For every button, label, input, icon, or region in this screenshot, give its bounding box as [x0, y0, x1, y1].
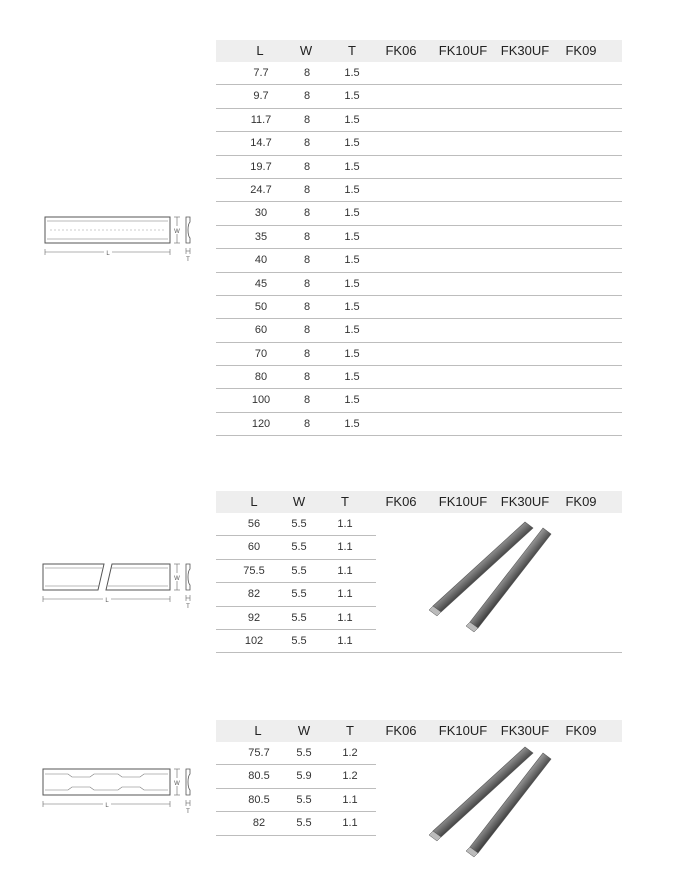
table-row	[216, 560, 376, 583]
cell-w: 5.5	[291, 564, 307, 577]
cell-t: 1.5	[344, 254, 360, 267]
table-row	[216, 389, 622, 412]
table-row	[216, 179, 622, 202]
col-header-fk06: FK06	[385, 43, 417, 58]
table-row	[216, 413, 622, 436]
thickness-label: T	[186, 809, 190, 814]
col-header-fk10uf: FK10UF	[438, 723, 488, 738]
cell-t: 1.5	[344, 183, 360, 196]
cell-t: 1.2	[342, 747, 358, 759]
cell-l: 35	[254, 230, 268, 243]
col-header-fk30uf: FK30UF	[500, 494, 550, 509]
cell-w: 8	[303, 277, 311, 290]
cell-l: 56	[247, 518, 261, 530]
table-row	[216, 249, 622, 272]
cell-t: 1.5	[344, 371, 360, 384]
col-header-fk09: FK09	[565, 494, 597, 509]
cell-t: 1.5	[344, 230, 360, 243]
blade-diagram-double	[40, 557, 200, 614]
table-row	[216, 343, 622, 366]
col-header-w: W	[299, 43, 313, 58]
cell-t: 1.1	[337, 588, 353, 601]
cell-l: 60	[247, 541, 261, 554]
cell-l: 30	[254, 207, 268, 220]
cell-w: 8	[303, 160, 311, 173]
table-row	[216, 513, 376, 536]
cell-t: 1.5	[344, 90, 360, 103]
cell-w: 5.5	[296, 793, 312, 806]
cell-w: 5.9	[296, 770, 312, 783]
table-row	[216, 109, 622, 132]
cell-l: 80	[254, 371, 268, 384]
table-row	[216, 583, 376, 606]
cell-w: 8	[303, 371, 311, 384]
cell-l: 19.7	[250, 160, 272, 173]
table-row	[216, 156, 622, 179]
col-header-l: L	[250, 494, 258, 509]
length-label: L	[105, 803, 109, 809]
cell-t: 1.1	[337, 634, 353, 647]
cell-l: 45	[254, 277, 268, 290]
table-row	[216, 536, 376, 559]
cell-l: 75.7	[248, 747, 270, 759]
col-header-t: T	[348, 43, 356, 58]
length-label: L	[105, 598, 109, 604]
cell-w: 5.5	[291, 634, 307, 647]
table-header	[216, 40, 622, 62]
cell-l: 82	[247, 588, 261, 601]
cell-t: 1.5	[344, 394, 360, 407]
cell-t: 1.5	[344, 113, 360, 126]
width-label: W	[174, 781, 180, 787]
col-header-fk30uf: FK30UF	[500, 723, 550, 738]
blade-table-1	[216, 40, 622, 436]
table-bottom-rule	[216, 652, 622, 653]
cell-l: 120	[251, 417, 271, 430]
cell-w: 8	[303, 137, 311, 150]
cell-t: 1.1	[337, 518, 353, 530]
table-header	[216, 491, 622, 513]
blade-diagram-straight	[40, 210, 200, 267]
col-header-fk30uf: FK30UF	[500, 43, 550, 58]
table-row	[216, 812, 376, 835]
table-row	[216, 607, 376, 630]
cell-w: 5.5	[291, 611, 307, 624]
col-header-fk10uf: FK10UF	[438, 494, 488, 509]
table-row	[216, 789, 376, 812]
cell-t: 1.5	[344, 324, 360, 337]
col-header-t: T	[346, 723, 354, 738]
col-header-fk09: FK09	[565, 43, 597, 58]
col-header-fk06: FK06	[385, 494, 417, 509]
table-row	[216, 85, 622, 108]
cell-t: 1.5	[344, 300, 360, 313]
cell-t: 1.1	[337, 611, 353, 624]
table-row	[216, 366, 622, 389]
blade-table-2	[216, 491, 622, 653]
cell-l: 50	[254, 300, 268, 313]
table-row	[216, 296, 622, 319]
cell-w: 5.5	[291, 588, 307, 601]
cell-w: 5.5	[296, 817, 312, 830]
cell-w: 8	[303, 67, 311, 79]
thickness-label: T	[186, 257, 190, 262]
col-header-l: L	[256, 43, 264, 58]
col-header-t: T	[341, 494, 349, 509]
cell-w: 8	[303, 324, 311, 337]
cell-l: 9.7	[253, 90, 269, 103]
cell-w: 8	[303, 113, 311, 126]
table-header	[216, 720, 622, 742]
cell-w: 8	[303, 183, 311, 196]
cell-w: 8	[303, 254, 311, 267]
width-label: W	[174, 229, 180, 235]
width-label: W	[174, 576, 180, 582]
cell-l: 75.5	[243, 564, 265, 577]
cell-t: 1.5	[344, 160, 360, 173]
cell-l: 82	[252, 817, 266, 830]
table-row	[216, 742, 376, 765]
cell-t: 1.5	[344, 277, 360, 290]
cell-l: 24.7	[250, 183, 272, 196]
blade-diagram-notched	[40, 762, 200, 819]
cell-l: 80.5	[248, 793, 270, 806]
table-row	[216, 630, 376, 653]
col-header-w: W	[297, 723, 311, 738]
cell-l: 92	[247, 611, 261, 624]
length-label: L	[106, 251, 110, 257]
cell-w: 8	[303, 230, 311, 243]
table-row	[216, 226, 622, 249]
cell-t: 1.5	[344, 417, 360, 430]
cell-w: 5.5	[291, 541, 307, 554]
table-row	[216, 62, 622, 85]
blade-photo-pair	[425, 745, 555, 868]
cell-t: 1.5	[344, 207, 360, 220]
cell-t: 1.1	[342, 793, 358, 806]
cell-t: 1.2	[342, 770, 358, 783]
col-header-l: L	[254, 723, 262, 738]
col-header-fk09: FK09	[565, 723, 597, 738]
col-header-fk10uf: FK10UF	[438, 43, 488, 58]
table-row	[216, 319, 622, 342]
blade-photo-pair	[425, 520, 555, 643]
cell-t: 1.5	[344, 137, 360, 150]
table-row	[216, 273, 622, 296]
cell-l: 102	[244, 634, 264, 647]
cell-w: 8	[303, 90, 311, 103]
cell-t: 1.5	[344, 347, 360, 360]
cell-t: 1.1	[342, 817, 358, 830]
blade-table-3	[216, 720, 622, 836]
table-row	[216, 202, 622, 225]
cell-l: 14.7	[250, 137, 272, 150]
cell-l: 11.7	[250, 113, 272, 126]
table-row	[216, 765, 376, 788]
cell-l: 80.5	[248, 770, 270, 783]
cell-w: 5.5	[291, 518, 307, 530]
cell-w: 8	[303, 207, 311, 220]
cell-t: 1.1	[337, 541, 353, 554]
cell-l: 40	[254, 254, 268, 267]
cell-w: 8	[303, 394, 311, 407]
col-header-fk06: FK06	[385, 723, 417, 738]
col-header-w: W	[292, 494, 306, 509]
cell-w: 5.5	[296, 747, 312, 759]
cell-w: 8	[303, 417, 311, 430]
cell-l: 7.7	[253, 67, 269, 79]
cell-l: 70	[254, 347, 268, 360]
cell-l: 60	[254, 324, 268, 337]
cell-w: 8	[303, 347, 311, 360]
cell-t: 1.1	[337, 564, 353, 577]
cell-l: 100	[251, 394, 271, 407]
thickness-label: T	[186, 604, 190, 609]
table-row	[216, 132, 622, 155]
cell-w: 8	[303, 300, 311, 313]
cell-t: 1.5	[344, 67, 360, 79]
